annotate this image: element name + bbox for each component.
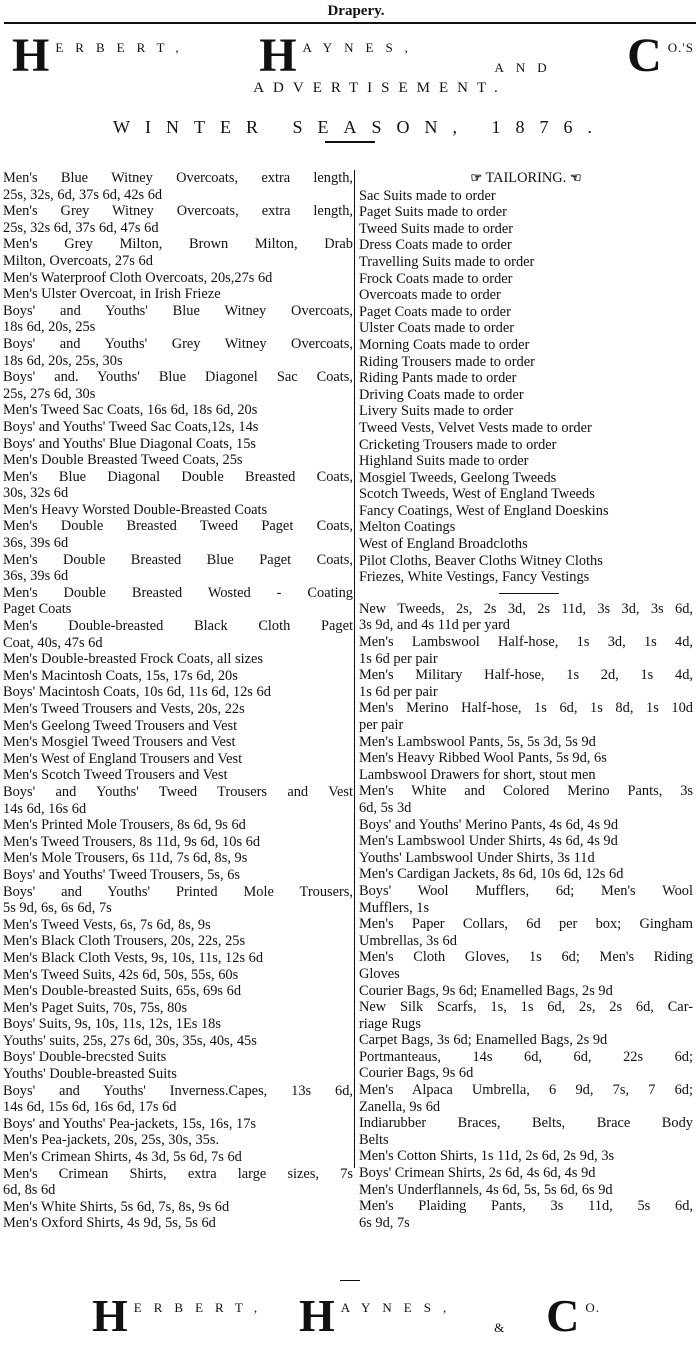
list-item: Boys' Crimean Shirts, 2s 6d, 4s 6d, 4s 9d	[359, 1165, 596, 1182]
list-item: Men's Cloth Gloves, 1s 6d; Men's Riding Gloves	[359, 949, 693, 982]
list-item: Youths' Lambswool Under Shirts, 3s 11d	[359, 849, 595, 866]
list-item: Men's West of England Trousers and Vest	[3, 750, 243, 767]
list-item: Men's Macintosh Coats, 15s, 17s 6d, 20s	[3, 667, 238, 684]
advertisement-label: ADVERTISEMENT.	[253, 80, 507, 96]
list-item: Paget Suits made to order	[359, 204, 507, 221]
list-item: Men's Cardigan Jackets, 8s 6d, 10s 6d, 12s 6d	[359, 866, 624, 883]
list-item: Morning Coats made to order	[359, 336, 530, 353]
list-item: Livery Suits made to order	[359, 403, 514, 420]
header-word-erbert: ERBERT,	[55, 40, 191, 55]
list-item: Driving Coats made to order	[359, 386, 524, 403]
list-item: Men's Grey Witney Overcoats, extra length, 25s, 32s 6d, 37s 6d, 47s 6d	[3, 203, 353, 236]
list-item: Men's Tweed Vests, 6s, 7s 6d, 8s, 9s	[3, 916, 211, 933]
header-co	[627, 29, 694, 82]
header-word-and: AND	[494, 60, 559, 75]
footer-word-o: O.	[585, 1300, 600, 1315]
left-column	[3, 170, 353, 1232]
pointing-hand-left-icon: ☜	[569, 170, 582, 185]
list-item: Tweed Vests, Velvet Vests made to order	[359, 419, 592, 436]
list-item: Men's Underflannels, 4s 6d, 5s, 5s 6d, 6s 9d	[359, 1181, 613, 1198]
season-rule	[325, 141, 375, 143]
list-item: Boys' and Youths' Tweed Sac Coats,12s, 14s	[3, 418, 259, 435]
footer-co	[546, 1290, 600, 1341]
list-item: Men's Printed Mole Trousers, 8s 6d, 9s 6d	[3, 817, 246, 834]
list-item: Boys' and Youths' Grey Witney Overcoats, 18s 6d, 20s, 25s, 30s	[3, 335, 353, 369]
list-item: Men's Merino Half-hose, 1s 6d, 1s 8d, 1s 10d per pair	[359, 700, 693, 733]
list-item: Men's Paget Suits, 70s, 75s, 80s	[3, 999, 188, 1016]
list-item: Men's Ulster Overcoat, in Irish Frieze	[3, 286, 221, 303]
list-item: Men's Black Cloth Vests, 9s, 10s, 11s, 12s 6d	[3, 949, 264, 966]
list-item: Youths' Double-breasted Suits	[3, 1066, 177, 1083]
list-item: Tweed Suits made to order	[359, 220, 514, 237]
top-rule	[4, 22, 696, 24]
footer-initial-h2: H	[299, 1290, 335, 1341]
footer-haynes	[299, 1290, 459, 1341]
header-word-os: O.'S	[667, 40, 694, 55]
footer-herbert	[92, 1290, 270, 1341]
list-item: Men's Scotch Tweed Trousers and Vest	[3, 767, 228, 784]
list-item: Men's Double Breasted Tweed Coats, 25s	[3, 452, 243, 469]
header-word-aynes: AYNES,	[302, 40, 420, 55]
list-item: Men's Lambswool Pants, 5s, 5s 3d, 5s 9d	[359, 733, 596, 750]
tailoring-list	[359, 188, 693, 586]
list-item: Riding Pants made to order	[359, 370, 517, 387]
list-item: Highland Suits made to order	[359, 453, 529, 470]
season-title: WINTER SEASON, 1876.	[113, 117, 607, 137]
list-item: Boys' and Youths' Printed Mole Trousers, 5s 9d, 6s, 6s 6d, 7s	[3, 883, 353, 917]
list-item: Men's Pea-jackets, 20s, 25s, 30s, 35s.	[3, 1132, 220, 1149]
list-item: Melton Coatings	[359, 519, 456, 536]
list-item: Men's Alpaca Umbrella, 6 9d, 7s, 7 6d; Zanella, 9s 6d	[359, 1082, 693, 1115]
list-item: Friezes, White Vestings, Fancy Vestings	[359, 569, 590, 586]
list-item: Paget Coats made to order	[359, 303, 511, 320]
list-item: Men's Plaiding Pants, 3s 11d, 5s 6d, 6s 9d, 7s	[359, 1198, 693, 1231]
list-item: Men's Double-breasted Black Cloth Paget Coat, 40s, 47s 6d	[3, 618, 353, 651]
list-item: Men's Tweed Trousers and Vests, 20s, 22s	[3, 701, 245, 717]
list-item: Pilot Cloths, Beaver Cloths Witney Cloths	[359, 552, 603, 569]
list-item: Fancy Coatings, West of England Doeskins	[359, 502, 609, 519]
pointing-hand-icon: ☞	[470, 170, 483, 185]
list-item: Men's Tweed Trousers, 8s 11d, 9s 6d, 10s 6d	[3, 833, 261, 850]
list-item: Men's Mole Trousers, 6s 11d, 7s 6d, 8s, 9s	[3, 850, 248, 867]
advertisement-columns	[0, 170, 700, 1232]
header-initial-c: C	[627, 29, 662, 82]
list-item: Sac Suits made to order	[359, 187, 496, 204]
header-haynes	[259, 29, 420, 82]
footer-rule	[340, 1280, 360, 1281]
list-item: Boys' and Youths' Blue Witney Overcoats, 18s 6d, 20s, 25s	[3, 302, 353, 336]
list-item: Boys' and. Youths' Blue Diagonel Sac Coats, 25s, 27s 6d, 30s	[3, 369, 353, 402]
section-separator	[499, 593, 559, 594]
footer-title	[92, 1290, 600, 1341]
list-item: Boys' and Youths' Merino Pants, 4s 6d, 4s 9d	[359, 816, 619, 833]
list-item: Men's Heavy Ribbed Wool Pants, 5s 9d, 6s	[359, 750, 607, 767]
list-item: Men's Military Half-hose, 1s 2d, 1s 4d, 1s 6d per pair	[359, 667, 693, 700]
list-item: Men's Waterproof Cloth Overcoats, 20s,27s 6d	[3, 269, 273, 286]
list-item: Men's Double Breasted Wosted - Coating Paget Coats	[3, 584, 353, 618]
list-item: Men's Lambswool Under Shirts, 4s 6d, 4s 9d	[359, 833, 618, 850]
list-item: New Silk Scarfs, 1s, 1s 6d, 2s, 2s 6d, Car- riage Rugs	[359, 999, 693, 1032]
list-item: Men's Geelong Tweed Trousers and Vest	[3, 717, 238, 734]
list-item: Dress Coats made to order	[359, 237, 512, 254]
list-item: Men's Double-breasted Frock Coats, all sizes	[3, 651, 263, 668]
list-item: Youths' suits, 25s, 27s 6d, 30s, 35s, 40s, 45s	[3, 1032, 257, 1049]
list-item: Mosgiel Tweeds, Geelong Tweeds	[359, 469, 557, 486]
list-item: Boys' and Youths' Pea-jackets, 15s, 16s, 17s	[3, 1115, 257, 1132]
footer-initial-h: H	[92, 1290, 128, 1341]
list-item: Boys' Double-brecsted Suits	[3, 1049, 167, 1066]
list-item: Riding Trousers made to order	[359, 353, 535, 370]
footer-word-erbert: ERBERT,	[133, 1300, 270, 1315]
list-item: Men's Tweed Suits, 42s 6d, 50s, 55s, 60s	[3, 966, 239, 983]
list-item: Boys' and Youths' Tweed Trousers, 5s, 6s	[3, 866, 241, 883]
list-item: Men's Crimean Shirts, extra large sizes, 7s 6d, 8s 6d	[3, 1165, 353, 1199]
list-item: Men's Crimean Shirts, 4s 3d, 5s 6d, 7s 6d	[3, 1149, 242, 1166]
list-item: Men's Double-breasted Suits, 65s, 69s 6d	[3, 983, 242, 1000]
list-item: Scotch Tweeds, West of England Tweeds	[359, 486, 595, 503]
list-item: Cricketing Trousers made to order	[359, 436, 557, 453]
list-item: Men's Oxford Shirts, 4s 9d, 5s, 5s 6d	[3, 1215, 216, 1232]
list-item: Indiarubber Braces, Belts, Brace Body Belts	[359, 1115, 693, 1148]
list-item: Men's White Shirts, 5s 6d, 7s, 8s, 9s 6d	[3, 1198, 230, 1215]
list-item: Men's Cotton Shirts, 1s 11d, 2s 6d, 2s 9d, 3s	[359, 1148, 615, 1165]
column-divider	[354, 170, 355, 1168]
list-item: Boys' and Youths' Tweed Trousers and Vest 14s 6d, 16s 6d	[3, 783, 353, 817]
list-item: Men's Blue Witney Overcoats, extra length, 25s, 32s, 6d, 37s 6d, 42s 6d	[3, 170, 353, 203]
list-item: Overcoats made to order	[359, 287, 501, 304]
list-item: Frock Coats made to order	[359, 270, 513, 287]
footer-signature	[0, 1290, 700, 1341]
footer-word-aynes: AYNES,	[340, 1300, 459, 1315]
list-item: Portmanteaus, 14s 6d, 6d, 22s 6d; Courier Bags, 9s 6d	[359, 1048, 693, 1082]
list-item: Men's Grey Milton, Brown Milton, Drab Milton, Overcoats, 27s 6d	[3, 236, 353, 269]
list-item: Men's Paper Collars, 6d per box; Gingham Umbrellas, 3s 6d	[359, 916, 693, 949]
list-item: Lambswool Drawers for short, stout men	[359, 766, 596, 783]
list-item: Carpet Bags, 3s 6d; Enamelled Bags, 2s 9d	[359, 1032, 608, 1049]
right-column	[359, 170, 693, 1231]
list-item: Boys' Macintosh Coats, 10s 6d, 11s 6d, 12s 6d	[3, 684, 271, 701]
header-herbert	[12, 29, 191, 82]
header-title	[12, 29, 694, 82]
header-initial-h2: H	[259, 29, 297, 82]
list-item: Men's White and Colored Merino Pants, 3s 6d, 5s 3d	[359, 783, 693, 816]
list-item: Men's Heavy Worsted Double-Breasted Coats	[3, 501, 268, 518]
list-item: Men's Blue Diagonal Double Breasted Coats, 30s, 32s 6d	[3, 468, 353, 502]
list-item: Men's Double Breasted Blue Paget Coats, 36s, 39s 6d	[3, 551, 353, 585]
footer-ampersand: &	[494, 1320, 517, 1335]
tailoring-heading-text: TAILORING.	[485, 170, 567, 186]
list-item: Boys' Wool Mufflers, 6d; Men's Wool Mufflers, 1s	[359, 882, 693, 916]
list-item: Ulster Coats made to order	[359, 320, 515, 337]
list-item: Courier Bags, 9s 6d; Enamelled Bags, 2s 9d	[359, 982, 613, 999]
list-item: Boys' Suits, 9s, 10s, 11s, 12s, 1Es 18s	[3, 1016, 221, 1033]
list-item: Men's Tweed Sac Coats, 16s 6d, 18s 6d, 20s	[3, 402, 258, 419]
list-item: Men's Double Breasted Tweed Paget Coats, 36s, 39s 6d	[3, 518, 353, 552]
section-title: Drapery.	[327, 3, 385, 19]
list-item: West of England Broadcloths	[359, 536, 528, 553]
list-item: Men's Black Cloth Trousers, 20s, 22s, 25s	[3, 933, 246, 950]
list-item: Men's Lambswool Half-hose, 1s 3d, 1s 4d, 1s 6d per pair	[359, 634, 693, 667]
hosiery-list	[359, 601, 693, 1232]
header-initial-h: H	[12, 29, 50, 82]
list-item: New Tweeds, 2s, 2s 3d, 2s 11d, 3s 3d, 3s 6d, 3s 9d, and 4s 11d per yard	[359, 600, 693, 634]
footer-initial-c: C	[546, 1290, 580, 1341]
tailoring-heading	[359, 170, 693, 187]
list-item: Travelling Suits made to order	[359, 253, 535, 270]
list-item: Boys' and Youths' Blue Diagonal Coats, 15s	[3, 435, 257, 452]
list-item: Boys' and Youths' Inverness.Capes, 13s 6d, 14s 6d, 15s 6d, 16s 6d, 17s 6d	[3, 1082, 353, 1116]
list-item: Men's Mosgiel Tweed Trousers and Vest	[3, 734, 236, 751]
